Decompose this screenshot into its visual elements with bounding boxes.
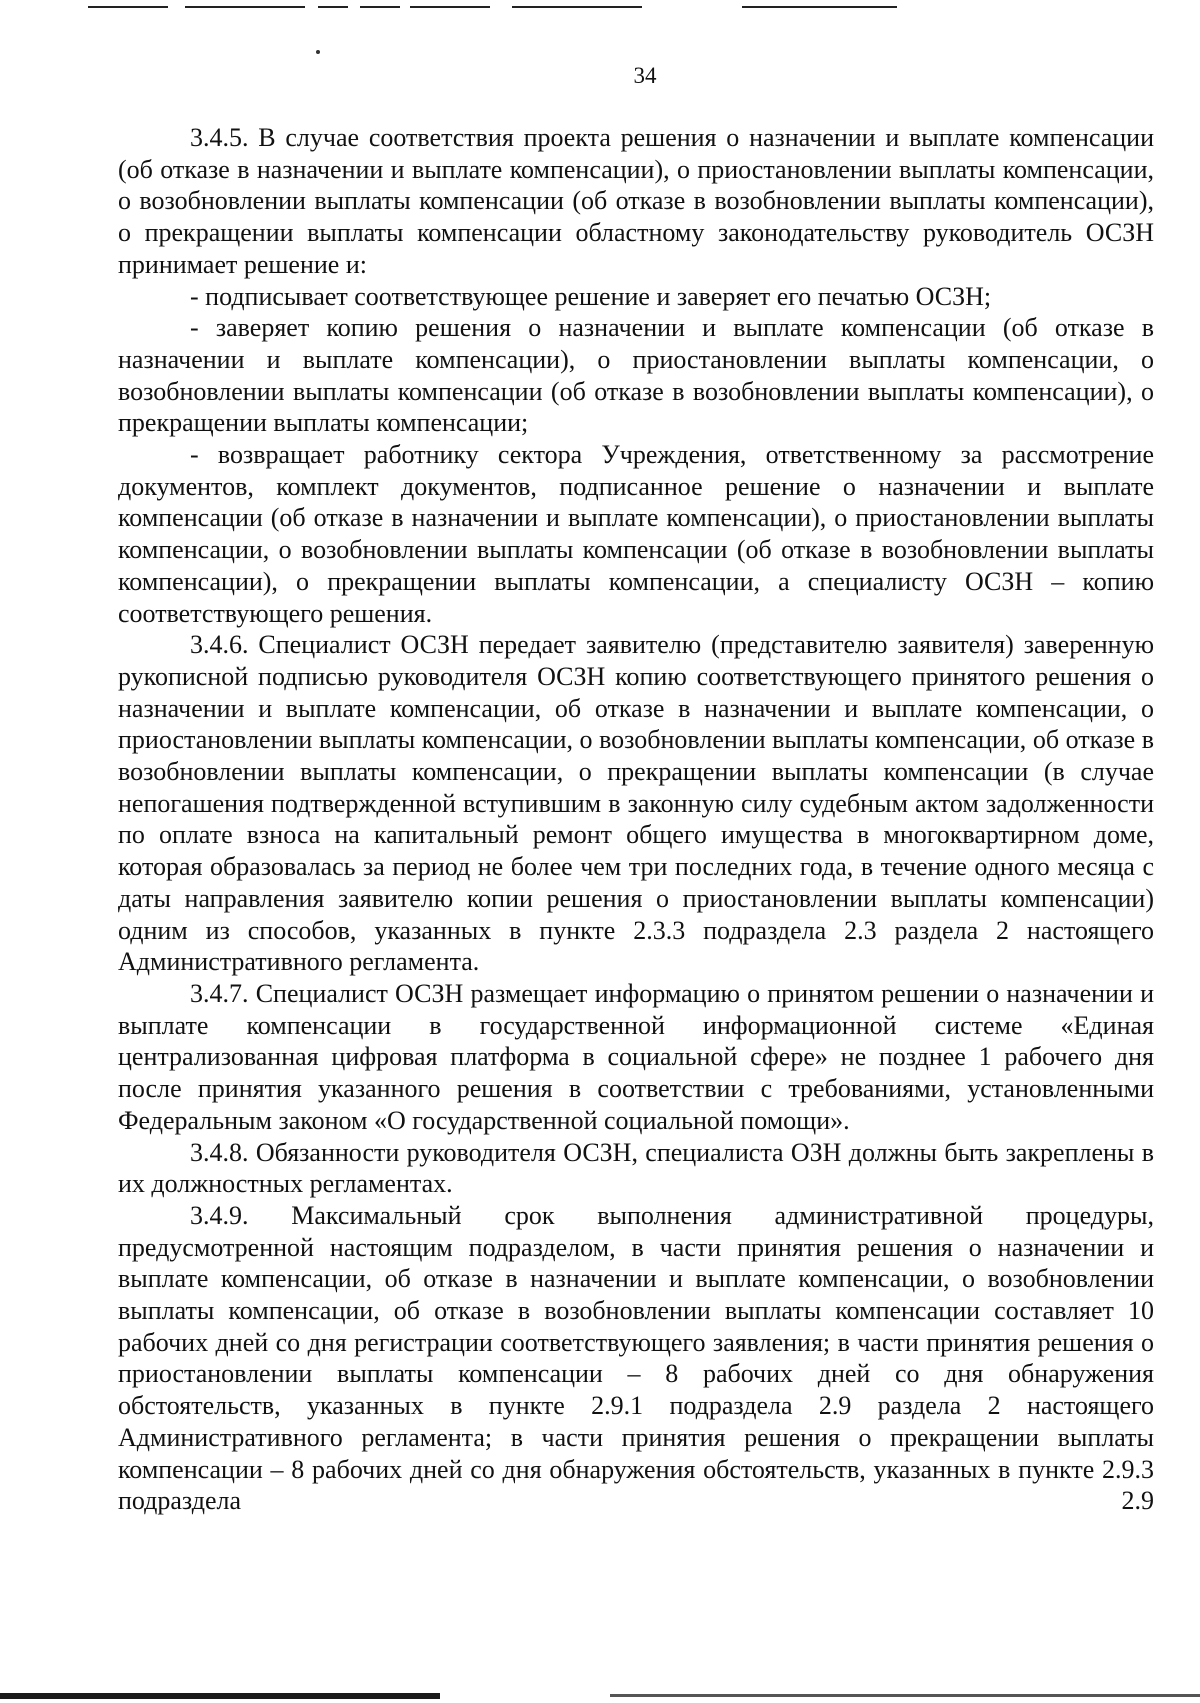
paragraph-3-4-7: 3.4.7. Специалист ОСЗН размещает информацию о принятом решении о назначении и выплате компенсации в государственной информационной системе «Единая централизованная цифровая платформа в социальной сфере» не позднее 1 рабочего дня после принятия указанного решения в соответствии с требованиями, установленными Федеральным законом «О государственной социальной помощи». xyxy=(118,978,1154,1135)
document-body xyxy=(118,122,1154,1517)
paragraph-3-4-5: 3.4.5. В случае соответствия проекта решения о назначении и выплате компенсации (об отказе в назначении и выплате компенсации), о приостановлении выплаты компенсации, о возобновлении выплаты компенсации (об отказе в возобновлении выплаты компенсации), о прекращении выплаты компенсации областному законодательству руководитель ОСЗН принимает решение и: xyxy=(118,123,1154,279)
scan-artifact-bottom xyxy=(0,1690,1200,1703)
paragraph-3-4-8: 3.4.8. Обязанности руководителя ОСЗН, специалиста ОЗН должны быть закреплены в их должностных регламентах. xyxy=(118,1137,1154,1199)
paragraph-3-4-9: 3.4.9. Максимальный срок выполнения административной процедуры, предусмотренной настоящим подразделом, в части принятия решения о назначении и выплате компенсации, об отказе в назначении и выплате компенсации, о возобновлении выплаты компенсации, об отказе в возобновлении выплаты компенсации составляет 10 рабочих дней со дня регистрации соответствующего заявления; в части принятия решения о приостановлении выплаты компенсации – 8 рабочих дней со дня обнаружения обстоятельств, указанных в пункте 2.9.1 подраздела 2.9 раздела 2 настоящего Административного регламента; в части принятия решения о прекращении выплаты компенсации – 8 рабочих дней со дня обнаружения обстоятельств, указанных в пункте 2.9.3 подраздела 2.9 xyxy=(118,1200,1154,1516)
scan-edge-right xyxy=(610,1694,1200,1697)
list-item-return-documents: - возвращает работнику сектора Учреждения, ответственному за рассмотрение документов, комплект документов, подписанное решение о назначении и выплате компенсации (об отказе в назначении и выплате компенсации), о приостановлении выплаты компенсации, о возобновлении выплаты компенсации (об отказе в возобновлении выплаты компенсации), о прекращении выплаты компенсации, а специалисту ОСЗН – копию соответствующего решения. xyxy=(118,440,1154,628)
paragraph-3-4-6: 3.4.6. Специалист ОСЗН передает заявителю (представителю заявителя) заверенную рукописной подписью руководителя ОСЗН копию соответствующего принятого решения о назначении и выплате компенсации, об отказе в назначении и выплате компенсации, о приостановлении выплаты компенсации, о возобновлении выплаты компенсации, об отказе в возобновлении выплаты компенсации, о прекращении выплаты компенсации (в случае непогашения подтвержденной вступившим в законную силу судебным актом задолженности по оплате взноса на капитальный ремонт общего имущества в многоквартирном доме, которая образовалась за период не более чем три последних года, в течение одного месяца с даты направления заявителю копии решения о приостановлении выплаты компенсации) одним из способов, указанных в пункте 2.3.3 подраздела 2.3 раздела 2 настоящего Административного регламента. xyxy=(118,630,1154,977)
list-item-certify-copy: - заверяет копию решения о назначении и выплате компенсации (об отказе в назначении и выплате компенсации), о приостановлении выплаты компенсации, о возобновлении выплаты компенсации (об отказе в возобновлении выплаты компенсации), о прекращении выплаты компенсации; xyxy=(118,313,1154,438)
page-number: 34 xyxy=(633,63,657,88)
scan-speck xyxy=(316,50,320,54)
list-item-sign: - подписывает соответствующее решение и заверяет его печатью ОСЗН; xyxy=(190,281,992,311)
scan-edge-left xyxy=(0,1693,440,1699)
scan-artifact-top xyxy=(0,0,1200,10)
